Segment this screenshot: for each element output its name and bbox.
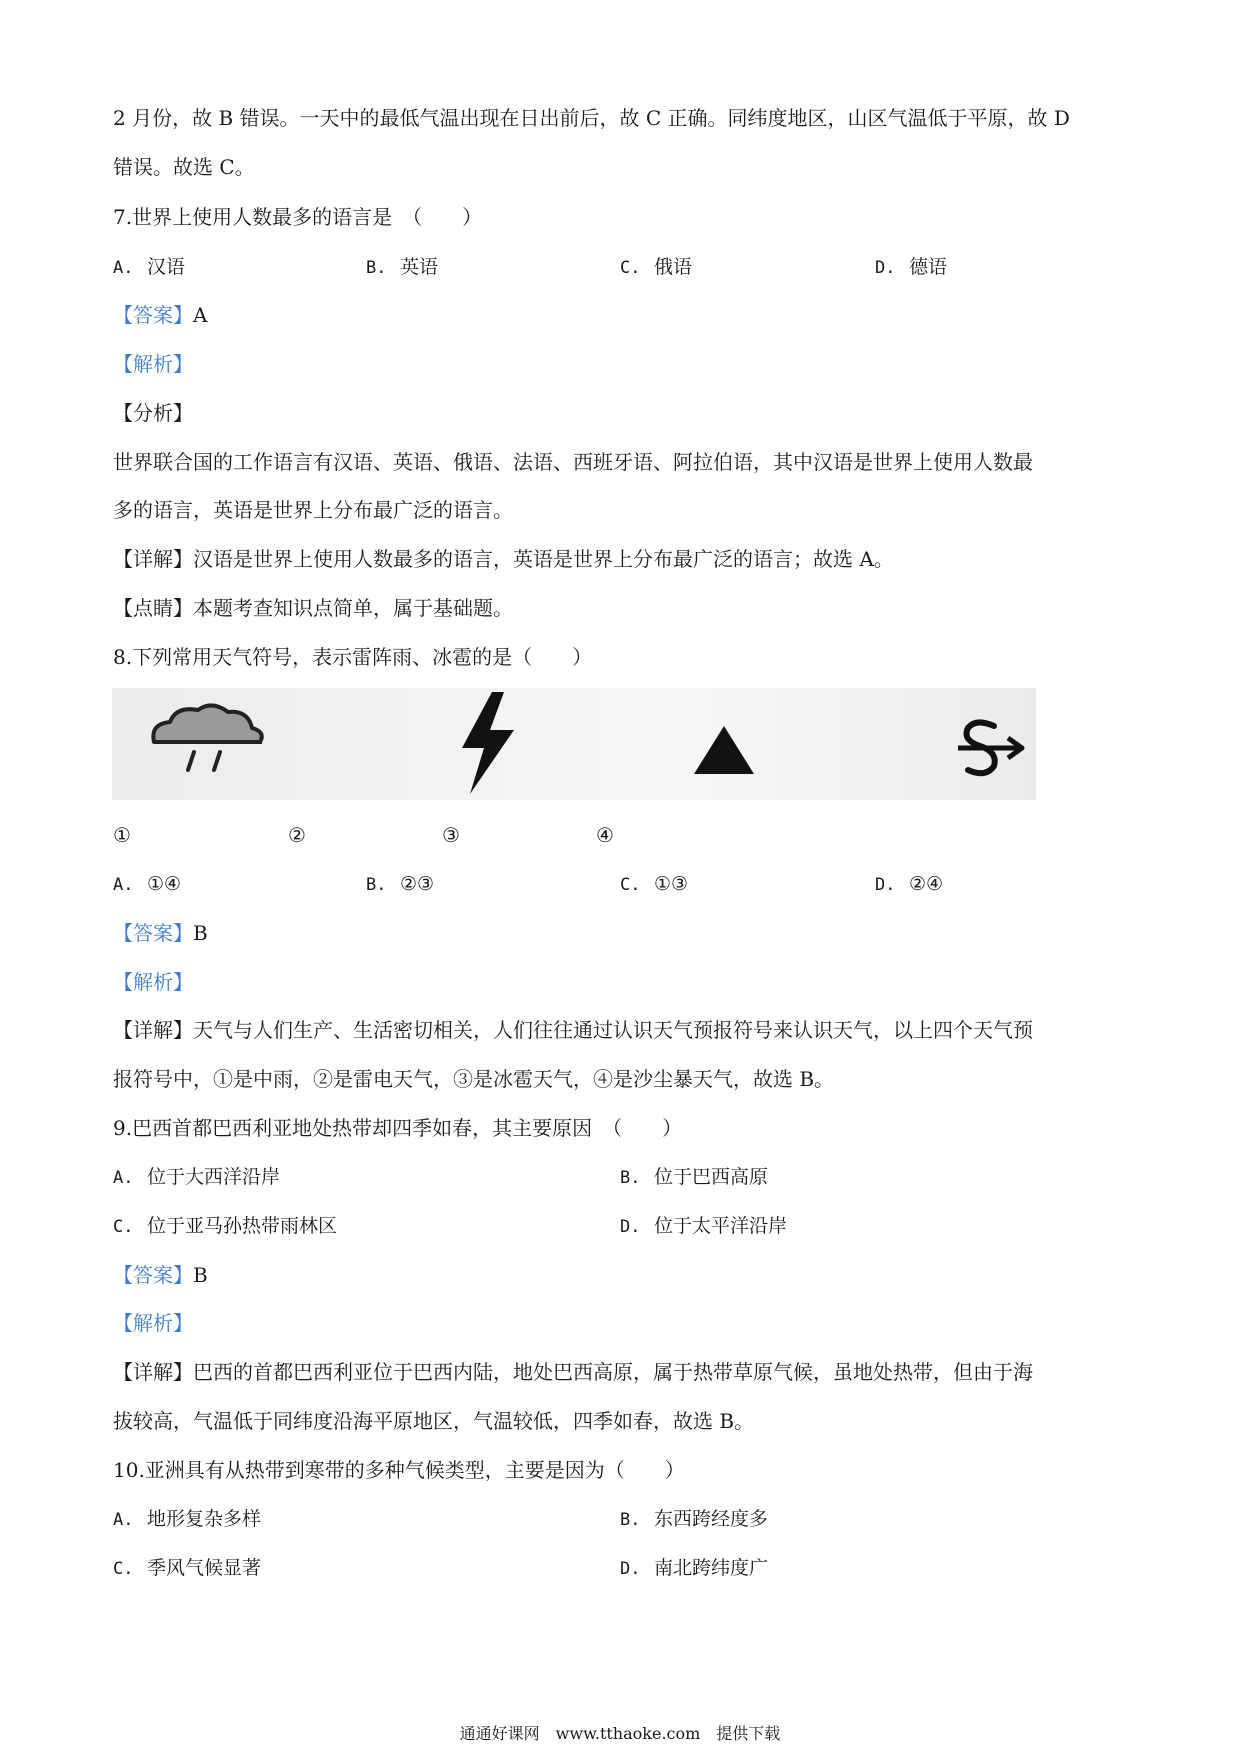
q7-detail: [113, 546, 894, 572]
cloud-rain-icon: [142, 702, 272, 782]
detail-text: 天气与人们生产、生活密切相关，人们往往通过认识天气预报符号来认识天气，以上四个天气预: [193, 1018, 1033, 1042]
detail-text: 巴西的首都巴西利亚位于巴西内陆，地处巴西高原，属于热带草原气候，虽地处热带，但由于海: [193, 1360, 1033, 1384]
q7-option-a: [113, 254, 185, 281]
option-text: 东西跨经度多: [654, 1508, 769, 1530]
page-footer: 通通好课网 www.tthaoke.com 提供下载: [459, 1724, 781, 1743]
q8-analysis-heading: [113, 969, 193, 995]
weather-symbols-image: [112, 688, 1036, 800]
analysis-tag: 【解析】: [113, 1311, 193, 1335]
option-key: A.: [113, 1168, 134, 1188]
answer-value: B: [193, 1263, 208, 1287]
q9-detail-line-2: 拔较高，气温低于同纬度沿海平原地区，气温较低，四季如春，故选 B。: [113, 1409, 755, 1433]
option-key: C.: [113, 1217, 134, 1237]
comment-text: 本题考查知识点简单，属于基础题。: [193, 596, 513, 620]
hail-triangle-icon: [692, 724, 756, 776]
q8-detail-line-2: 报符号中，①是中雨，②是雷电天气，③是冰雹天气，④是沙尘暴天气，故选 B。: [113, 1067, 835, 1091]
answer-value: B: [193, 921, 208, 945]
option-text: 南北跨纬度广: [654, 1557, 769, 1579]
q8-option-a: [113, 871, 181, 898]
q9-stem: 9.巴西首都巴西利亚地处热带却四季如春，其主要原因 （ ）: [113, 1116, 683, 1140]
symbol-label-4: ④: [596, 823, 614, 847]
option-text: 位于巴西高原: [654, 1166, 769, 1188]
q8-stem: 8.下列常用天气符号，表示雷阵雨、冰雹的是（ ）: [113, 645, 593, 669]
q7-fenxi-line-1: 世界联合国的工作语言有汉语、英语、俄语、法语、西班牙语、阿拉伯语，其中汉语是世界上使用人数最: [113, 450, 1033, 474]
q8-detail-line-1: [113, 1017, 1033, 1043]
option-text: 德语: [909, 256, 948, 278]
analysis-tag: 【解析】: [113, 352, 193, 376]
option-text: ②③: [400, 873, 435, 895]
symbol-label-1: ①: [113, 823, 131, 847]
q7-option-d: [875, 254, 947, 281]
option-text: 位于亚马孙热带雨林区: [147, 1215, 338, 1237]
option-text: ①③: [654, 873, 689, 895]
option-text: 英语: [400, 256, 439, 278]
comment-tag: 【点睛】: [113, 596, 193, 620]
option-key: D.: [620, 1559, 641, 1579]
option-text: 地形复杂多样: [147, 1508, 262, 1530]
option-key: B.: [366, 875, 387, 895]
q9-detail-line-1: [113, 1359, 1033, 1385]
option-text: ①④: [147, 873, 182, 895]
option-key: D.: [620, 1217, 641, 1237]
q8-option-b: [366, 871, 434, 898]
option-key: D.: [875, 258, 896, 278]
q9-option-d: [620, 1213, 787, 1240]
option-key: B.: [366, 258, 387, 278]
lightning-icon: [452, 692, 522, 796]
q8-answer: [113, 920, 208, 946]
q7-fenxi-heading: [113, 400, 193, 426]
q7-analysis-heading: [113, 351, 193, 377]
q10-option-c: [113, 1555, 261, 1582]
sandstorm-icon: [950, 714, 1030, 784]
q7-option-c: [620, 254, 692, 281]
detail-tag: 【详解】: [113, 1018, 193, 1042]
q10-option-d: [620, 1555, 768, 1582]
answer-tag: 【答案】: [113, 921, 193, 945]
option-key: A.: [113, 258, 134, 278]
option-text: 俄语: [654, 256, 693, 278]
q8-option-d: [875, 871, 943, 898]
prev-explanation-line-1: 2 月份，故 B 错误。一天中的最低气温出现在日出前后，故 C 正确。同纬度地区，山区气温低于平原，故 D: [113, 106, 1070, 130]
q9-option-b: [620, 1164, 768, 1191]
option-key: C.: [620, 875, 641, 895]
q7-answer: [113, 302, 207, 328]
symbol-label-2: ②: [288, 823, 306, 847]
q10-option-a: [113, 1506, 261, 1533]
q9-answer: [113, 1262, 208, 1288]
q8-option-c: [620, 871, 688, 898]
q7-fenxi-line-2: 多的语言，英语是世界上分布最广泛的语言。: [113, 498, 513, 522]
fenxi-tag: 【分析】: [113, 401, 193, 425]
prev-explanation-line-2: 错误。故选 C。: [113, 155, 255, 179]
answer-tag: 【答案】: [113, 1263, 193, 1287]
symbol-label-3: ③: [442, 823, 460, 847]
option-key: B.: [620, 1510, 641, 1530]
q7-stem: 7.世界上使用人数最多的语言是 （ ）: [113, 205, 483, 229]
option-text: 汉语: [147, 256, 186, 278]
q9-option-c: [113, 1213, 337, 1240]
option-text: 位于太平洋沿岸: [654, 1215, 788, 1237]
answer-tag: 【答案】: [113, 303, 193, 327]
detail-text: 汉语是世界上使用人数最多的语言，英语是世界上分布最广泛的语言；故选 A。: [193, 547, 894, 571]
q9-analysis-heading: [113, 1310, 193, 1336]
answer-value: A: [193, 303, 208, 327]
option-key: A.: [113, 875, 134, 895]
q9-option-a: [113, 1164, 280, 1191]
option-text: 季风气候显著: [147, 1557, 262, 1579]
detail-tag: 【详解】: [113, 547, 193, 571]
option-key: D.: [875, 875, 896, 895]
q10-stem: 10.亚洲具有从热带到寒带的多种气候类型，主要是因为（ ）: [113, 1458, 685, 1482]
option-key: A.: [113, 1510, 134, 1530]
option-key: C.: [113, 1559, 134, 1579]
q7-comment: [113, 595, 513, 621]
q7-option-b: [366, 254, 438, 281]
q10-option-b: [620, 1506, 768, 1533]
option-key: C.: [620, 258, 641, 278]
detail-tag: 【详解】: [113, 1360, 193, 1384]
option-key: B.: [620, 1168, 641, 1188]
option-text: ②④: [909, 873, 944, 895]
option-text: 位于大西洋沿岸: [147, 1166, 281, 1188]
analysis-tag: 【解析】: [113, 970, 193, 994]
